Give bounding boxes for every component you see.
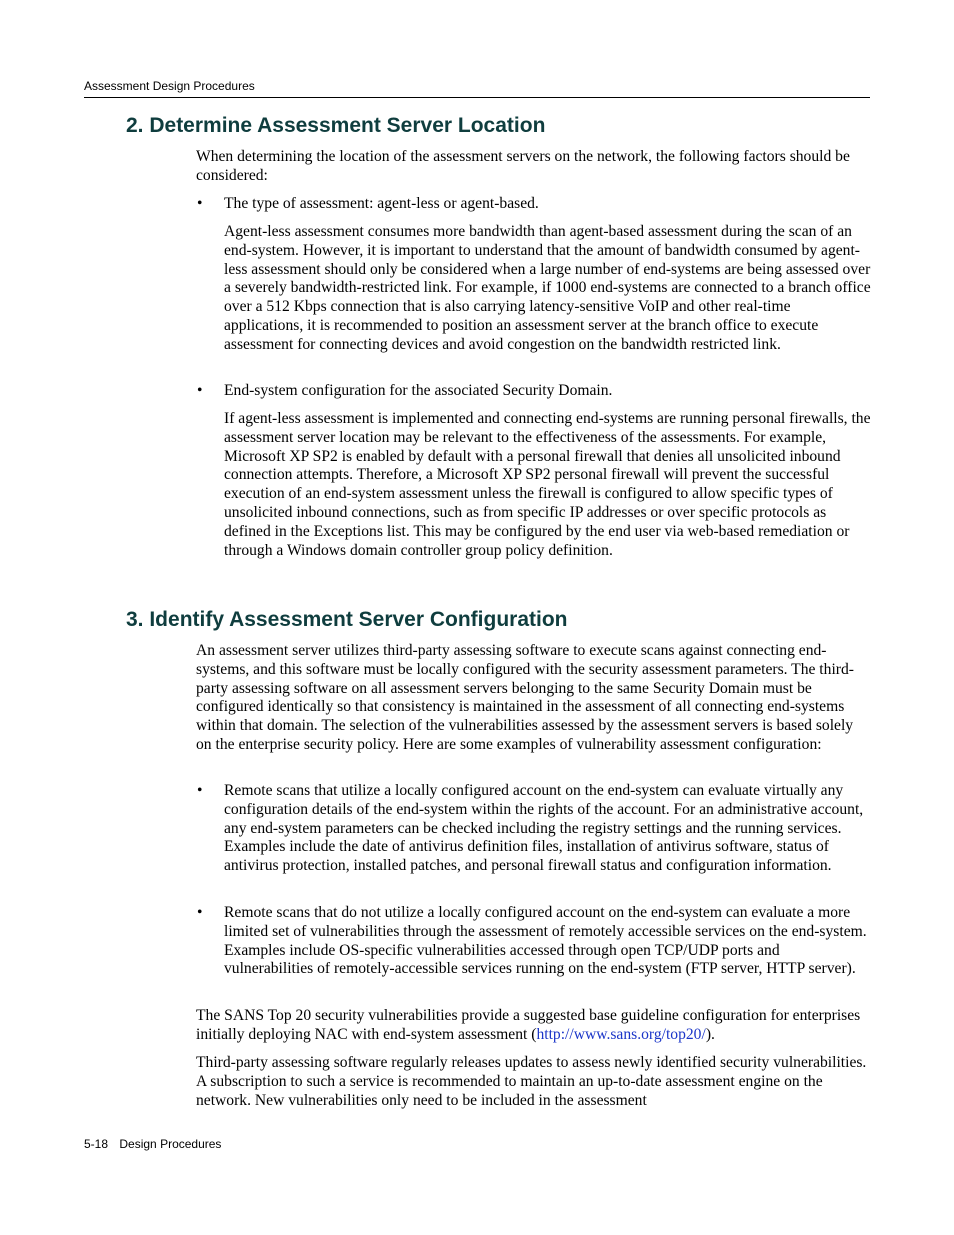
bullet-marker: • (197, 782, 203, 799)
section-2-bullet-1-detail: Agent-less assessment consumes more bandwidth than agent-based assessment during the scan of an end-system. However, it is important to understand that the amount of bandwidth consumed by agent-less assessment should only be considered when a large number of end-systems are being assessed over a severely bandwidth-restricted link. For example, if 1000 end-systems are connected to a branch office over a 512 Kbps connection that is also carrying latency-sensitive VoIP and other real-time applications, it is recommended to position an assessment server at the branch office to execute assessment for connecting devices and avoid congestion on the bandwidth restricted link. (224, 223, 871, 353)
section-3-heading: 3. Identify Assessment Server Configuration (126, 608, 568, 631)
section-2-bullet-2-detail: If agent-less assessment is implemented and connecting end-systems are running personal firewalls, the assessment server location may be relevant to the effectiveness of the assessments. For example, Microsoft XP SP2 is enabled by default with a personal firewall that denies all unsolicited inbound connection attempts. Therefore, a Microsoft XP SP2 personal firewall will prevent the successful execution of an end-system assessment unless the firewall is configured to allow specific types of unsolicited inbound connections, such as from specific IP addresses or over specific protocols as defined in the Exceptions list. This may be configured by the end user via web-based remediation or through a Windows domain controller group policy definition. (224, 410, 871, 559)
sans-paragraph (196, 1007, 872, 1045)
sans-text-after: ). (705, 1025, 715, 1043)
section-2-heading: 2. Determine Assessment Server Location (126, 114, 546, 137)
sans-top20-link[interactable]: http://www.sans.org/top20/ (536, 1025, 706, 1043)
section-2-intro: When determining the location of the assessment servers on the network, the following factors should be considered: (196, 148, 850, 184)
running-header: Assessment Design Procedures (84, 79, 255, 93)
bullet-marker: • (197, 382, 203, 399)
updates-paragraph: Third-party assessing software regularly releases updates to assess newly identified security vulnerabilities. A subscription to such a service is recommended to maintain an up-to-date assessment engine on the network. New vulnerabilities only need to be included in the assessment (196, 1054, 867, 1109)
section-3-intro: An assessment server utilizes third-party assessing software to execute scans against connecting end-systems, and this software must be locally configured with the security assessment parameters. The third-party assessing software on all assessment servers belonging to the same Security Domain must be configured identically so that consistency is maintained in the assessment of all connecting end-systems within that domain. The selection of the vulnerabilities assessed by the assessment servers is based solely on the enterprise security policy. Here are some examples of vulnerability assessment configuration: (196, 642, 854, 753)
page-footer (84, 1137, 221, 1151)
section-3-bullet-1: Remote scans that utilize a locally configured account on the end-system can evaluate virtually any configuration details of the end-system within the rights of the account. For an administrative account, any end-system parameters can be checked including the registry settings and the running services. Examples include the date of antivirus definition files, installation of antivirus software, status of antivirus protection, installed patches, and personal firewall status and configuration information. (224, 782, 864, 875)
section-2-bullet-2: End-system configuration for the associated Security Domain. (224, 382, 613, 399)
bullet-marker: • (197, 195, 203, 212)
section-2-bullet-1: The type of assessment: agent-less or agent-based. (224, 195, 539, 212)
page-number: 5-18 (84, 1137, 109, 1151)
sans-text-before: The SANS Top 20 security vulnerabilities provide a suggested base guideline configuration for enterprises initially deploying NAC with end-system assessment ( (196, 1007, 861, 1043)
section-3-bullet-2: Remote scans that do not utilize a locally configured account on the end-system can evaluate a more limited set of vulnerabilities through the assessment of remotely accessible services on the end-system. Examples include OS-specific vulnerabilities accessed through open TCP/UDP ports and vulnerabilities of remotely-accessible services running on the end-system (FTP server, HTTP server). (224, 904, 867, 978)
footer-chapter: Design Procedures (119, 1137, 222, 1151)
bullet-marker: • (197, 904, 203, 921)
header-rule (84, 97, 870, 98)
